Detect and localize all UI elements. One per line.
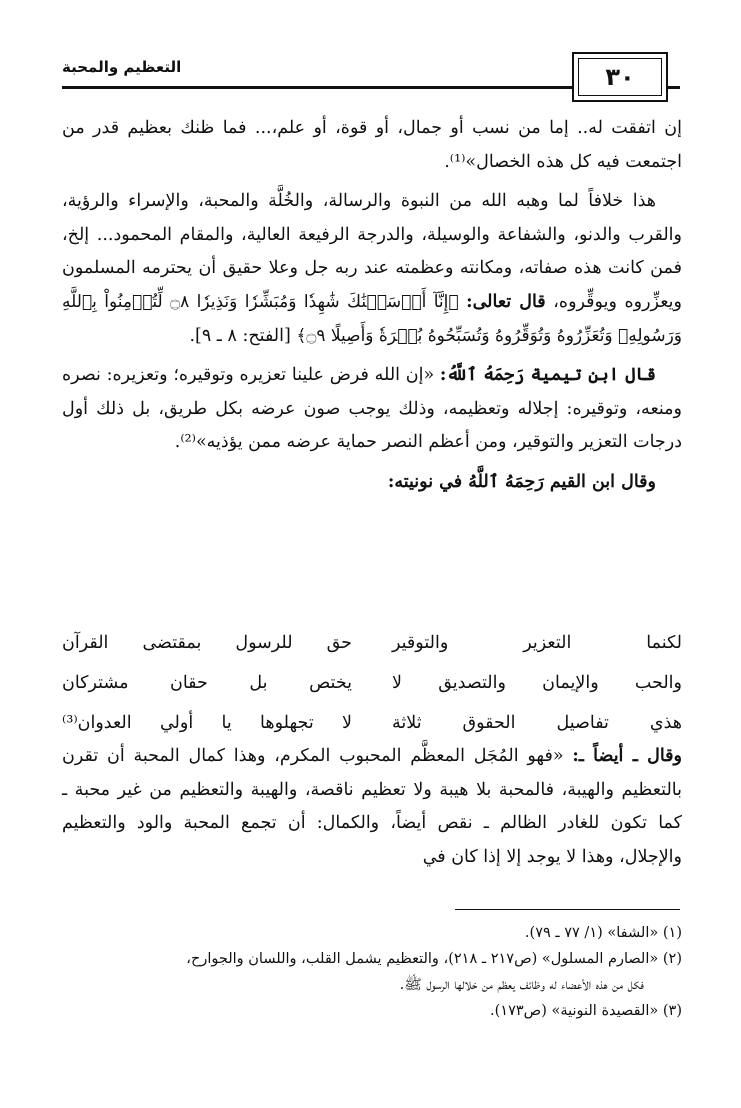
paragraph-3	[62, 359, 682, 460]
verse-second-hemistich: يختص بل حقان مشتركان	[62, 673, 352, 693]
verse-second-hemistich: لا تجهلوها يا أولي العدوان⁽³⁾	[62, 713, 352, 733]
verse-row	[62, 623, 682, 663]
running-title: التعظيم والمحبة	[62, 58, 182, 76]
ibn-taymiyyah-intro: قال ابن تيمية رَحِمَهُ ٱللَّهُ:	[439, 365, 656, 386]
verse-row	[62, 663, 682, 703]
verse-first-hemistich: والحب والإيمان والتصديق لا	[392, 673, 682, 693]
footnote-1: (١) «الشفا» (١/ ٧٧ ـ ٧٩).	[524, 925, 682, 941]
verse-first-hemistich: هذي تفاصيل الحقوق ثلاثة	[392, 713, 682, 733]
quran-reference: [الفتح: ٨ ـ ٩].	[189, 325, 291, 346]
paragraph-1: إن اتفقت له.. إما من نسب أو جمال، أو قوة، أو علم،... فما ظنك بعظيم قدر من اجتمعت فيه كل هذه الخصال»⁽¹⁾.	[62, 118, 682, 172]
poem-verses	[62, 623, 682, 743]
ibn-qayyim-intro: وقال ابن القيم رَحِمَهُ ٱللَّهُ في نونيته:	[387, 471, 656, 492]
verse-first-hemistich: لكنما التعزير والتوقير	[392, 633, 682, 653]
footnotes	[62, 920, 682, 1024]
quran-verse: ﴿إِنَّآ أَرۡسَلۡنَٰكَ شَٰهِدٗا وَمُبَشِّرٗا وَنَذِيرٗا ۝٨ لِّتُؤۡمِنُواْ بِٱللَّهِ وَرَسُولِهِۦ وَتُعَزِّرُوهُ وَتُوَقِّرُوهُ وَتُسَبِّحُوهُ بُكۡرَةٗ وَأَصِيلًا ۝٩﴾	[62, 291, 682, 346]
main-text	[62, 112, 682, 506]
verse-row	[62, 703, 682, 743]
page-number-box	[572, 52, 668, 102]
paragraph-4	[62, 740, 682, 874]
page-header	[62, 48, 680, 102]
verse-second-hemistich: حق للرسول بمقتضى القرآن	[62, 633, 352, 653]
main-text-continued	[62, 740, 682, 880]
ibn-taymiyyah-quote: «إن الله فرض علينا تعزيره وتوقيره؛ وتعزيره: نصره ومنعه، وتوقيره: إجلاله وتعظيمه، وذلك يوجب صون عرضه بكل طريق، بل ذلك أول درجات التعزير والتوقير، ومن أعظم النصر حماية عرضه ممن يؤذيه»⁽²⁾.	[62, 365, 682, 453]
ibn-qayyim-second-intro: وقال ـ أيضاً ـ:	[572, 746, 682, 766]
footnote-2-continued: فكل من هذه الأعضاء له وظائف يعظم من خلالها الرسول ﷺ.	[399, 977, 644, 993]
footnote-separator	[455, 909, 680, 910]
footnote-2: (٢) «الصارم المسلول» (ص٢١٧ ـ ٢١٨)، والتعظيم يشمل القلب، واللسان والجوارح،	[186, 951, 682, 967]
paragraph-2-text: هذا خلافاً لما وهبه الله من النبوة والرسالة، والخُلَّة والمحبة، والإسراء والرؤية، والقرب والدنو، والشفاعة والوسيلة، والدرجة الرفيعة العالية، والمقام المحمود... إلخ، فمن كانت هذه صفاته، ومكانته وعظمته عند ربه جل وعلا حقيق أن يحترمه المسلمون ويعزِّروه ويوقِّروه،	[62, 191, 682, 312]
paragraph-2	[62, 185, 682, 353]
ibn-qayyim-quote: «فهو المُجَل المعظَّم المحبوب المكرم، وهذا كمال المحبة أن تقرن بالتعظيم والهيبة، فالمحبة بلا هيبة ولا تعظيم ناقصة، والهيبة والتعظيم من غير محبة ـ كما تكون للغادر الظالم ـ نقص أيضاً، والكمال: أن تجمع المحبة والود والتعظيم والإجلال، وهذا لا يوجد إلا إذا كان في	[62, 746, 682, 867]
footnote-3: (٣) «القصيدة النونية» (ص١٧٣).	[490, 1003, 682, 1019]
page-number: ٣٠	[578, 58, 662, 96]
quran-intro: قال تعالى:	[466, 291, 546, 312]
